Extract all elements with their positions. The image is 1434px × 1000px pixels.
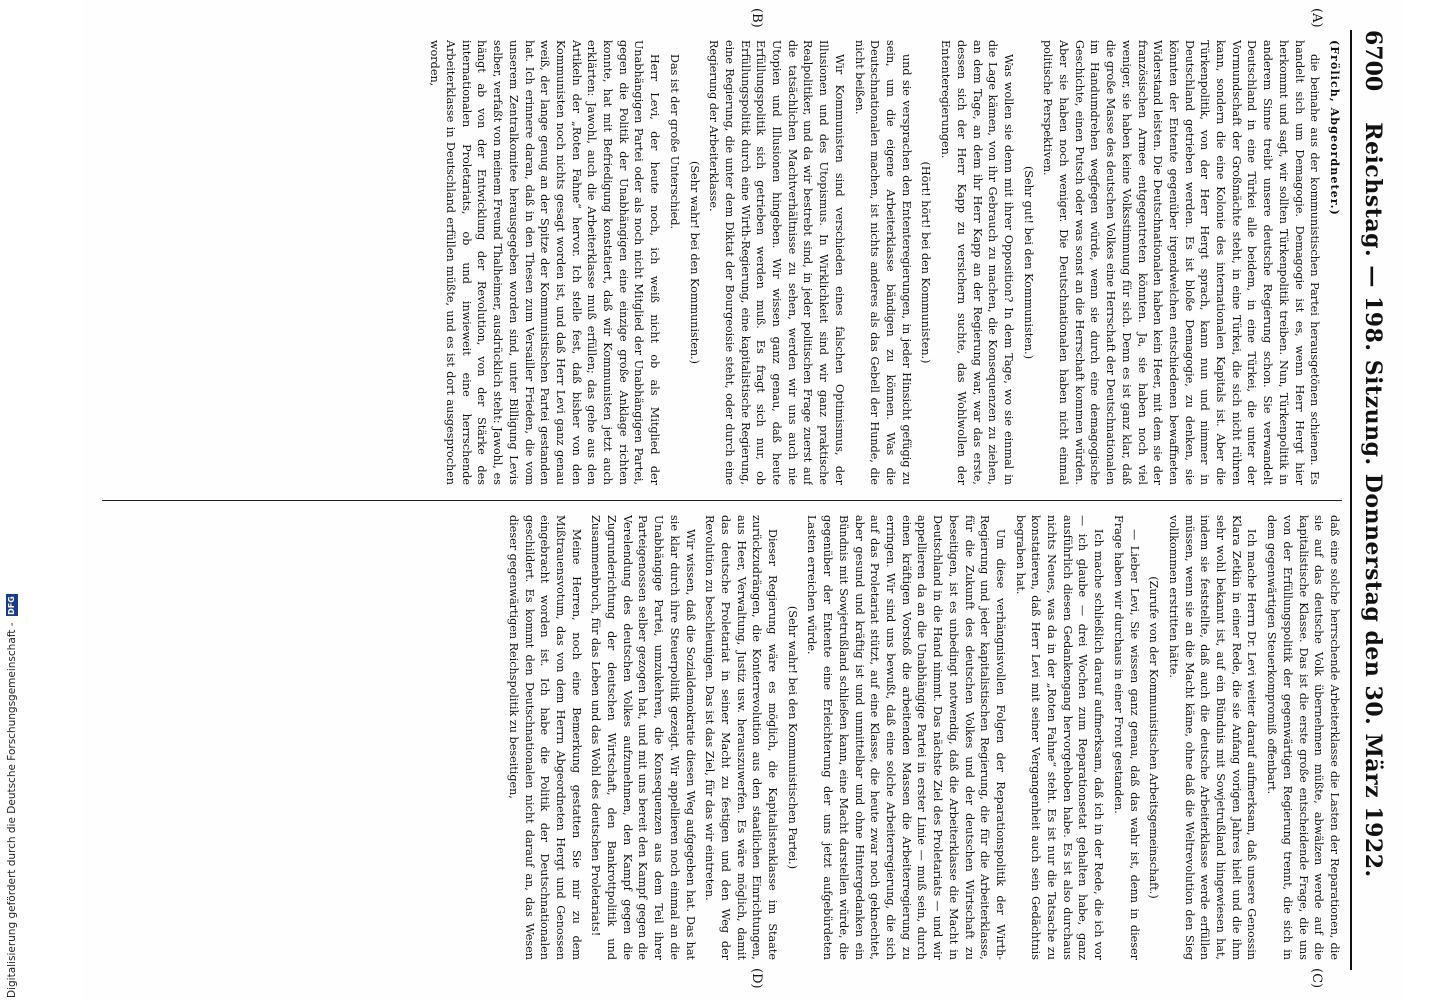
- paragraph: Wir Kommunisten sind verschieden eines falschen Optimismus, der Illusionen und des Utopismus. In Wirklichkeit sind wir ganz praktische Realpolitiker, und da wir bestrebt sind, in jeder politischen Frage zuerst auf die tatsächlichen Machtverhältnisse zu sehen, werden wir uns auch nie Utopien und Illusionen hingeben. Wir wissen ganz genau, daß heute Erfüllungspolitik sich getrieben werden muß. Es fragt sich nur, ob Erfüllungspolitik durch eine Wirth-Regierung, eine kapitalistische Regierung, eine Regierung, die unter dem Diktat der Bourgeoisie steht, oder durch eine Regierung der Arbeiterklasse.: [707, 40, 846, 485]
- paragraph: Wir wissen, daß die Sozialdemokratie diesen Weg aufgegeben hat. Das hat sie klar durch ihre Steuerpolitik gezeigt. Wir appellieren noch einmal an die Unabhängige Partei, umzukehren, die Konsequenzen aus dem Teil ihrer Parteigenossen selber gezogen hat, und mit uns bereit den Kampf gegen die Verelendung des deutschen Volkes aufzunehmen, den Kampf gegen die Zugrunderichtung der deutschen Wirtschaft, den Bankrottpolitik und Zusammenbruch, für das Leben und das Wohl des deutschen Proletariats!: [589, 515, 697, 960]
- scanned-page: [82, 0, 1404, 1000]
- margin-mark-a: (A): [1309, 8, 1324, 28]
- paragraph: die beinahe aus der kommunistischen Partei herausgetönen schienen. Es handelt sich um Demagogie. Demagogie ist es, wenn Herr Hergt hier herkommt und sagt, wir sollten Türkenpolitik treiben. Nun, Türkenpolitik in anderem Sinne treibt unsere deutsche Regierung schon. Sie verwandelt Deutschland in eine Türkei alle beidem, in eine Türkei, die unter der Vormundschaft der Großmächte steht, in eine Türkei, die sich nicht rühren kann, sondern die eine Kolonie des internationalen Kapitals ist. Aber die Türkenpolitik, von der Herr Hergt sprach, kann nun und nimmer in Deutschland getrieben werden. Es ist bloße Demagogie, zu denken, sie könnten der Entente gegenüber irgendwelchen entschiedenen bewaffneten Widerstand leisten. Die Deutschnationalen haben kein Heer, mit dem sie der französischen Armee entgegentreten könnten. Ja, sie haben noch viel weniger, sie haben keine Volksstimmung für sich. Denn es ist ganz klar, daß die große Masse des deutschen Volkes eine Herrschaft der Deutschnationalen im Handumdrehen wegfegen würde, wenn sie durch eine demagogische Geschichte, einen Putsch oder was sonst an die Herrschaft kommen würden. Aber sie haben noch weniger. Die Deutschnationalen haben nicht einmal politische Perspektiven.: [1041, 40, 1322, 485]
- footer-credit-text: Digitalisierung gefördert durch die Deutsche Forschungsgemeinschaft -: [6, 622, 18, 998]
- page-number: 6700: [1360, 30, 1386, 92]
- paragraph: daß eine solche herrschende Arbeiterklasse die Lasten der Reparationen, die sie auf das deutsche Volk übernehmen müßte, abwälzen werde auf die kapitalistische Klasse. Das ist die erste große entscheidende Frage, die uns von der Erfüllungspolitik der gegenwärtigen Regierung trennt, die sich in dem gegenwärtigen Steuerkompromiß offenbart.: [1265, 515, 1341, 960]
- paragraph: Meine Herren, noch eine Bemerkung gestatten Sie mir zu dem Mißtrauensvotum, das von dem Herrn Abgeordneten Hergt und Genossen eingebracht worden ist. Ich habe die Politik der Deutschnationalen geschildert. Es kommt den Deutschnationalen nicht darauf an, das Wesen dieser gegenwärtigen Reichspolitik zu beseitigen,: [506, 515, 583, 960]
- page-title: Reichstag. — 198. Sitzung. Donnerstag den 30. März 1922.: [1360, 122, 1386, 878]
- speaker-label: (Frölich, Abgeordneter.): [1328, 40, 1342, 216]
- margin-mark-d: (D): [749, 968, 764, 989]
- digitization-footer: [0, 0, 30, 1000]
- paragraph: Ich mache Herrn Dr. Levi weiter darauf aufmerksam, daß unsere Genossin Klara Zetkin in einer Rede, die sie Anfang vorigen Jahres hielt und die ihm sehr wohl bekannt ist, auf ein Bündnis mit Sowjetrußland hingewiesen hat, indem sie feststellte, daß auch die deutsche Arbeiterklasse werde erfüllen müssen, wenn sie an die Macht käme, ohne daß die Weltrevolution den Sieg vollkommen erstritten hätte.: [1166, 515, 1259, 960]
- paragraph: — Lieber Levi, Sie wissen ganz genau, daß das wahr ist, denn in dieser Frage haben wir durchaus in einer Front gestanden.: [1111, 515, 1141, 960]
- paragraph: und sie versprachen den Ententeregierungen, in jeder Hinsicht gefügig zu sein, um die eigene Arbeiterklasse bändigen zu können. Was die Deutschnationalen machen, ist nichts anderes als das Gebell der Hunde, die nicht beißen.: [852, 40, 913, 485]
- paragraph: Um diese verhängnisvollen Folgen der Reparationspolitik der Wirth-Regierung und jeder kapitalistischen Regierung, die für die Arbeiterklasse, für die Zukunft des deutschen Volkes und der deutschen Wirtschaft zu beseitigen, ist es unbedingt notwendig, daß die Arbeiterklasse die Macht in Deutschland in die Hand nimmt. Das nächste Ziel des Proletariats — und wir appellieren da an die Unabhängige Partei in erster Linie — muß sein, durch einen kräftigen Vorstoß die arbeitenden Massen die Arbeiterregierung zu erringen. Wir sind uns bewußt, daß eine solche Arbeiterregierung, die sich auf das Proletariat stützt, auf eine Klasse, die heute zwar noch geknechtet, aber gesund und kräftig ist und unmittelbar und ohne Hintergedanken ein Bündnis mit Sowjetrußland schließen kann, eine Macht darstellen würde, die gegenüber der Entente eine Erleichterung der uns jetzt aufgebürdeten Lasten erreichen würde.: [805, 515, 1007, 960]
- column-divider: [102, 500, 1342, 501]
- interjection: (Hört! hört! bei den Kommunisten.): [919, 161, 933, 364]
- margin-mark-b: (B): [749, 8, 764, 28]
- right-text-column: [92, 515, 1342, 960]
- paragraph: Das ist der große Unterschied.: [667, 54, 681, 230]
- left-text-column: [92, 40, 1342, 485]
- footer-credit: [2, 0, 22, 1000]
- interjection: (Sehr wahr! bei den Kommunistischen Partei.): [785, 605, 799, 870]
- paragraph: Dieser Regierung wäre es möglich, die Kapitalistenklasse im Staate zurückzudrängen, die Konterrevolution aus den staatlichen Einrichtungen, aus Heer, Verwaltung, Justiz usw. herauszuwerfen. Es wäre möglich, damit das deutsche Proletariat in seiner Macht zu festigen und den Weg der Revolution zu beschleunigen. Das ist das Ziel, für das wir eintreten.: [703, 515, 780, 960]
- paragraph: Herr Levi, der heute noch, ich weiß nicht ob als Mitglied der Unabhängigen Partei oder als noch nicht Mitglied der Unabhängigen Partei, gegen die Politik der Unabhängigen eine einzige große Anklage richten konnte, hat mit Befriedigung konstatiert, daß wir Kommunisten jetzt auch erklärten: Jawohl, auch die Arbeiterklasse muß erfüllen; das gehe aus den Artikeln der „Roten Fahne“ hervor. Ich stelle fest, daß bisher von den Kommunisten noch nichts gesagt worden ist, und daß Herr Levi ganz genau weiß, der lange genug an der Spitze der Kommunistischen Partei gestanden hat. Ich erinnere daran, daß in den Thesen zum Versailler Frieden, die vom unserem Zentralkomitee herausgegeben worden sind, unter Billigung Levis selber, verfaßt von meinem Freund Thalheimer, ausdrücklich steht: Jawohl, es hängt ab von der Entwicklung der Revolution, von der Stärke des internationalen Proletariats, ob und inwieweit eine herrschende Arbeiterklasse in Deutschland erfüllen müßte, und es ist dort ausgesprochen worden,: [428, 40, 662, 485]
- interjection: (Sehr wahr! bei den Kommunisten.): [687, 160, 701, 365]
- page-header: [1350, 30, 1392, 970]
- margin-mark-c: (C): [1309, 968, 1324, 989]
- paragraph: Ich mache schließlich darauf aufmerksam, daß ich in der Rede, die ich vor — ich glaube — drei Wochen zum Reparationsetat gehalten habe, ganz ausführlich diesen Gedankengang hervorgehoben habe. Es ist also durchaus nichts Neues, was da in der „Roten Fahne“ steht. Es ist nur die Tatsache zu konstatieren, daß Herr Levi mit seiner Vergangenheit auch sein Gedächtnis begraben hat.: [1013, 515, 1106, 960]
- interjection: (Zurufe von der Kommunistischen Arbeitsgemeinschaft.): [1147, 576, 1161, 899]
- paragraph: Was wollen sie denn mit ihrer Opposition? In dem Tage, wo sie einmal in die Lage kämen, von ihr Gebrauch zu machen, die Konsequenzen zu ziehen, an dem Tage, an dem ihr Herr Kapp an der Regierung war, war das erste, dessen sich der Herr Kapp zu versichern suchte, das Wohlwollen der Ententeregierungen.: [939, 40, 1015, 485]
- interjection: (Sehr gut! bei den Kommunisten.): [1021, 165, 1035, 360]
- dfg-logo-icon: DFG: [7, 596, 16, 615]
